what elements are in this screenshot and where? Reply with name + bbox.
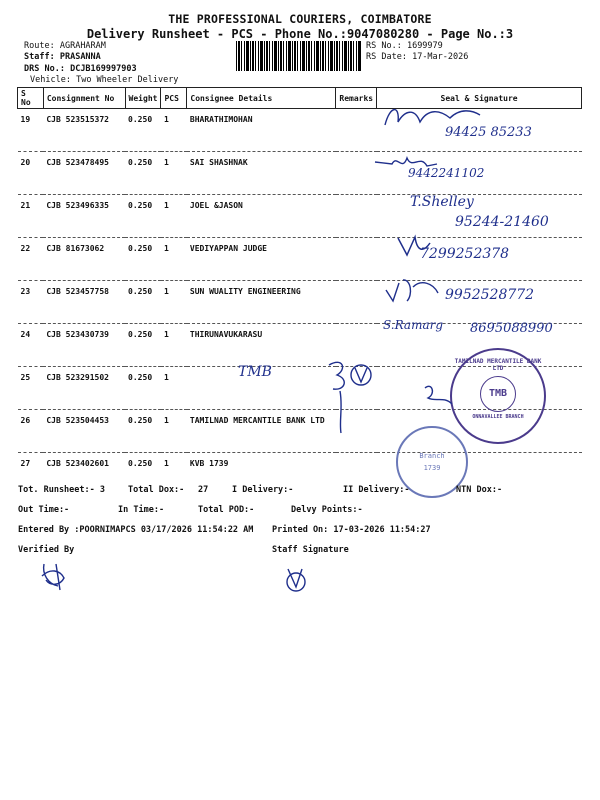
- name-row-21: T.Shelley: [410, 194, 474, 210]
- verifier-signature: [38, 560, 70, 592]
- phone-row-24: 8695088990: [470, 321, 553, 336]
- cell-pcs: 1: [161, 238, 187, 281]
- in-time: In Time:-: [118, 505, 165, 515]
- cell-sno: 27: [20, 459, 31, 468]
- cell-weight: 0.250: [128, 459, 153, 468]
- col-pcs: PCS: [161, 88, 187, 109]
- cell-consignee: KVB 1739: [189, 459, 229, 468]
- signature-row-23: [383, 275, 443, 305]
- phone-row-20: 9442241102: [408, 166, 485, 180]
- cell-pcs: 1: [161, 324, 187, 367]
- vehicle-line: Vehicle: Two Wheeler Delivery: [30, 75, 179, 85]
- cell-consignee: TAMILNAD MERCANTILE BANK LTD: [187, 410, 336, 453]
- cell-consignment: CJB 523402601: [46, 459, 109, 468]
- col-seal-signature: Seal & Signature: [377, 88, 582, 109]
- phone-row-19: 94425 85233: [445, 125, 532, 140]
- cell-weight: 0.250: [125, 152, 161, 195]
- company-title: THE PROFESSIONAL COURIERS, COIMBATORE: [168, 12, 432, 26]
- cell-sno: 21: [18, 195, 44, 238]
- phone-row-22: 7299252378: [420, 246, 510, 262]
- cell-consignment: CJB 81673062: [43, 238, 125, 281]
- cell-pcs: 1: [161, 152, 187, 195]
- cell-consignment: CJB 523457758: [43, 281, 125, 324]
- cell-pcs: 1: [161, 281, 187, 324]
- total-pod: Total POD:-: [198, 505, 255, 515]
- tmb-seal-branch: ONNAVALLEE BRANCH: [472, 414, 524, 420]
- cell-remarks: [336, 109, 377, 152]
- ii-delivery: II Delivery:-: [343, 485, 410, 495]
- cell-weight: 0.250: [125, 238, 161, 281]
- col-remarks: Remarks: [336, 88, 377, 109]
- cell-weight: 0.250: [125, 367, 161, 410]
- staff-signature-label: Staff Signature: [272, 545, 349, 555]
- cell-sno: 20: [18, 152, 44, 195]
- rs-date-line: RS Date: 17-Mar-2026: [366, 52, 469, 62]
- delvy-points: Delvy Points:-: [291, 505, 363, 515]
- table-header-row: [18, 88, 582, 109]
- cell-remarks: [336, 238, 377, 281]
- ntn-dox: NTN Dox:-: [456, 485, 503, 495]
- cell-sno: 26: [18, 410, 44, 453]
- cell-pcs: 1: [161, 195, 187, 238]
- printed-on: Printed On: 17-03-2026 11:54:27: [272, 525, 431, 535]
- tmb-seal-ring-text: TAMILNAD MERCANTILE BANK LTD: [454, 358, 542, 372]
- cell-remarks: [336, 195, 377, 238]
- route-line: Route: AGRAHARAM: [24, 41, 106, 51]
- cell-pcs: 1: [161, 367, 187, 410]
- name-row-24: S.Ramarg: [383, 318, 444, 332]
- cell-consignee: THIRUNAVUKARASU: [187, 324, 336, 367]
- tmb-seal: [450, 348, 546, 444]
- kvb-seal-code: 1739: [423, 464, 441, 472]
- total-dox-value: 27: [198, 485, 209, 495]
- cell-sno: 25: [18, 367, 44, 410]
- barcode: [236, 41, 361, 71]
- cell-consignment: CJB 523291502: [43, 367, 125, 410]
- cell-weight: 0.250: [125, 324, 161, 367]
- phone-row-23: 9952528772: [445, 287, 535, 303]
- phone-row-21: 95244-21460: [455, 214, 549, 230]
- cell-consignee: SUN WUALITY ENGINEERING: [187, 281, 336, 324]
- entered-by: Entered By :POORNIMAPCS 03/17/2026 11:54:22 AM: [18, 525, 254, 535]
- runsheet-subtitle: Delivery Runsheet - PCS - Phone No.:9047080280 - Page No.:3: [86, 27, 514, 41]
- out-time: Out Time:-: [18, 505, 70, 515]
- col-consignee: Consignee Details: [187, 88, 336, 109]
- cell-consignment: CJB 523430739: [43, 324, 125, 367]
- rs-no-line: RS No.: 1699979: [366, 41, 443, 51]
- col-sno: S No: [18, 88, 44, 109]
- tot-runsheet: Tot. Runsheet:- 3: [18, 485, 105, 495]
- cell-consignee: SAI SHASHNAK: [187, 152, 336, 195]
- cell-sno: 22: [18, 238, 44, 281]
- cell-pcs: 1: [161, 410, 187, 453]
- cell-consignment: CJB 523515372: [43, 109, 125, 152]
- cell-pcs: 1: [161, 109, 187, 152]
- tmb-seal-center: TMB: [480, 376, 516, 412]
- cell-sno: 23: [18, 281, 44, 324]
- cell-pcs: 1: [163, 459, 169, 468]
- col-consignment: Consignment No: [43, 88, 125, 109]
- staff-line: Staff: PRASANNA: [24, 52, 101, 62]
- verified-by-label: Verified By: [18, 545, 75, 555]
- table-row: [18, 152, 582, 195]
- i-delivery: I Delivery:-: [232, 485, 294, 495]
- total-dox-label: Total Dox:-: [128, 485, 185, 495]
- cell-weight: 0.250: [125, 195, 161, 238]
- handwriting-row-25: TMB: [238, 364, 272, 380]
- cell-weight: 0.250: [125, 410, 161, 453]
- cell-consignment: CJB 523496335: [43, 195, 125, 238]
- cell-consignee: BHARATHIMOHAN: [187, 109, 336, 152]
- cell-consignment: CJB 523504453: [43, 410, 125, 453]
- cell-consignment: CJB 523478495: [43, 152, 125, 195]
- kvb-seal-text: Branch: [419, 452, 445, 460]
- cell-remarks: [336, 152, 377, 195]
- drs-line: DRS No.: DCJB169997903: [24, 64, 137, 74]
- col-weight: Weight: [125, 88, 161, 109]
- initial-circle-icon: [348, 362, 374, 388]
- staff-signature: [282, 565, 310, 595]
- cell-sno: 24: [18, 324, 44, 367]
- cell-weight: 0.250: [125, 281, 161, 324]
- cell-remarks: [336, 281, 377, 324]
- cell-consignee: VEDIYAPPAN JUDGE: [187, 238, 336, 281]
- signature-row-26: [420, 380, 460, 410]
- cell-weight: 0.250: [125, 109, 161, 152]
- cell-sno: 19: [18, 109, 44, 152]
- cell-consignee: JOEL &JASON: [187, 195, 336, 238]
